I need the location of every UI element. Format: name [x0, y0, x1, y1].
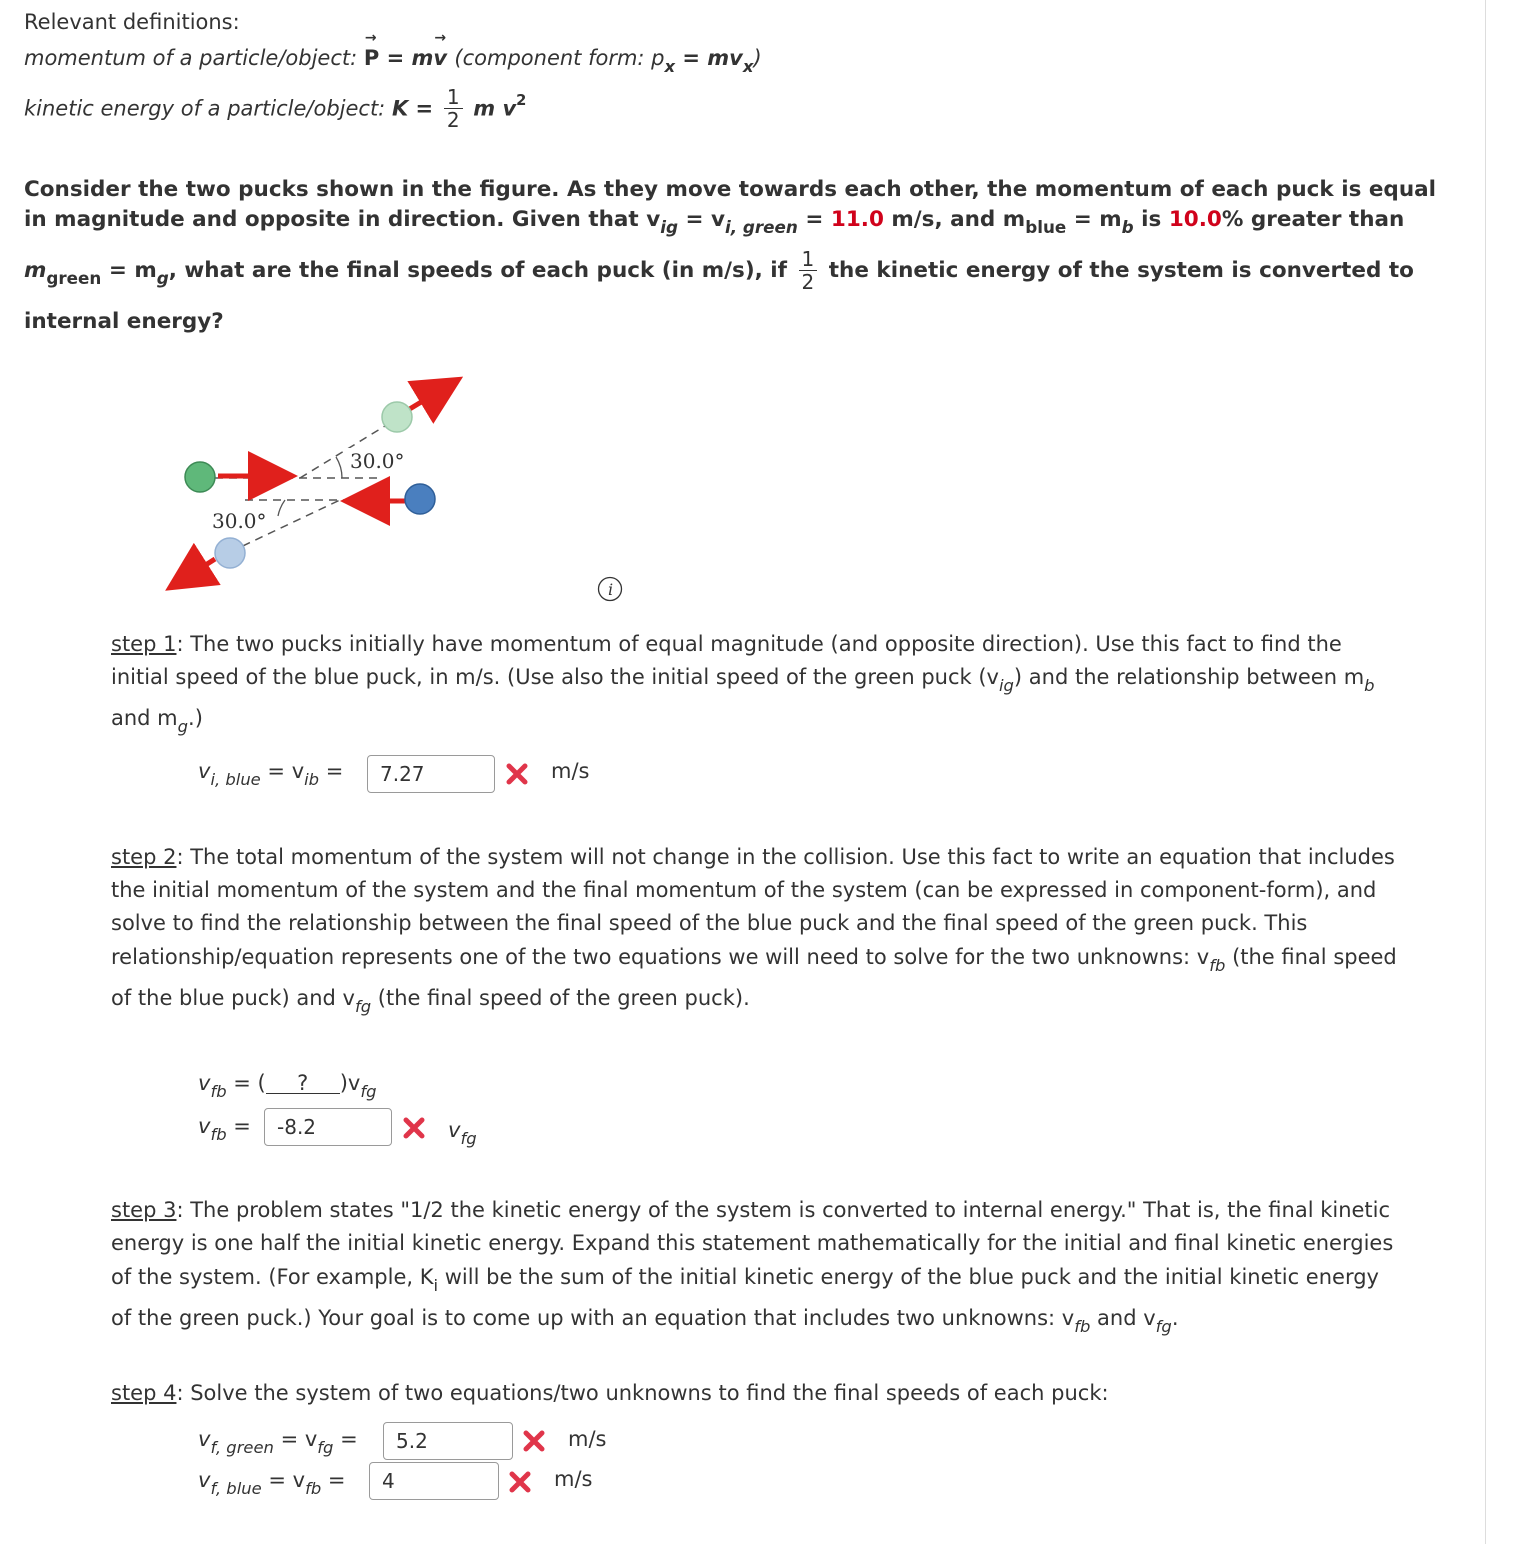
info-icon[interactable] — [597, 576, 623, 602]
step2-rhs: $v_{fg}$ — [448, 1118, 477, 1148]
angle-label-top: 30.0° — [350, 449, 405, 473]
step1-line-1: step 1: The two pucks initially have momentum of equal magnitude (and opposite direction). Use this fact to find the — [111, 632, 1342, 656]
step2-line-5: of the blue puck) and $v_{fg}$ (the final speed of the green puck). — [111, 986, 750, 1016]
step4-green-incorrect-icon — [522, 1429, 546, 1453]
angle-arc-bottom — [278, 500, 285, 516]
step2-incorrect-icon — [402, 1116, 426, 1140]
blue-puck-final — [215, 538, 245, 568]
step4-blue-answer-input[interactable]: 4 — [369, 1462, 499, 1500]
step1-line-3: and $m_g$.) — [111, 706, 203, 736]
blue-final-velocity-arrow — [182, 559, 215, 580]
given-speed: 11.0 — [830, 207, 884, 232]
step3-line-1: step 3: The problem states "1/2 the kinetic energy of the system is converted to internal energy." That is, the final kinetic — [111, 1198, 1391, 1222]
step4-blue-unit: m/s — [554, 1467, 593, 1491]
angle-arc-top — [336, 457, 342, 478]
step2-line-4: relationship/equation represents one of the two equations we will need to solve for the two unknowns: $v_{fb}$ (the final speed — [111, 945, 1397, 975]
step4-link[interactable]: step 4 — [111, 1381, 177, 1405]
angle-label-bottom: 30.0° — [212, 509, 267, 533]
problem-fraction: $\frac{1}{2}$ — [799, 248, 818, 293]
step2-relation-template: $v_{fb}$ = ( ? )$v_{fg}$ — [198, 1071, 377, 1101]
step3-link[interactable]: step 3 — [111, 1198, 177, 1222]
kinetic-energy-definition: kinetic energy of a particle/object: K = $\frac{1}{2}$ m $v^2$ — [24, 85, 527, 132]
ke-label: kinetic energy of a particle/object: — [24, 96, 386, 121]
momentum-label: momentum of a particle/object: — [24, 46, 358, 70]
step4-line-1: step 4: Solve the system of two equations/two unknowns to find the final speeds of each puck: — [111, 1381, 1109, 1405]
step1-line-2: initial speed of the blue puck, in m/s. (Use also the initial speed of the green puck $(v_{ig})$ and the relationship between $m_b$ — [111, 665, 1375, 695]
step4-blue-equation: $v_{f, blue} = v_{fb}$ = — [198, 1468, 346, 1498]
blue-puck-initial — [405, 484, 435, 514]
step1-link[interactable]: step 1 — [111, 632, 177, 656]
svg-text:i: i — [608, 580, 614, 599]
step1-unit: m/s — [551, 759, 590, 783]
step2-line-2: the initial momentum of the system and the final momentum of the system (can be expressed in component-form), and — [111, 878, 1377, 902]
step1-answer-input[interactable]: 7.27 — [367, 755, 495, 793]
problem-line-2: in magnitude and opposite in direction. Given that $v_{ig} = v_{i, green} = 11.0$ m/s, and $m_{blue} = m_b$ is 10.0% greater than — [24, 207, 1405, 238]
problem-line-1: Consider the two pucks shown in the figure. As they move towards each other, the momentum of each puck is equal — [24, 177, 1437, 202]
step3-line-3: of the system. (For example, $K_i$ will be the sum of the initial kinetic energy of the blue puck and the initial kinetic energy — [111, 1265, 1379, 1295]
step3-line-2: energy is one half the initial kinetic energy. Expand this statement mathematically for the initial and final kinetic energies — [111, 1231, 1394, 1255]
step4-green-unit: m/s — [568, 1427, 607, 1451]
step2-blank: ? — [266, 1073, 340, 1094]
step4-blue-incorrect-icon — [508, 1470, 532, 1494]
green-final-velocity-arrow — [408, 387, 446, 410]
collision-figure — [160, 370, 480, 600]
step2-answer-equation: $v_{fb}$ = — [198, 1114, 251, 1144]
step2-line-3: solve to find the relationship between the final speed of the blue puck and the final speed of the green puck. This — [111, 911, 1308, 935]
step1-incorrect-icon — [505, 762, 529, 786]
step4-green-answer-input[interactable]: 5.2 — [383, 1422, 513, 1460]
momentum-definition: momentum of a particle/object: P → = mv → (component form: $p_x = mv_x$) — [24, 30, 762, 76]
step2-answer-input[interactable]: -8.2 — [264, 1108, 392, 1146]
problem-line-3: $m_{green} = m_g$, what are the final speeds of each puck (in m/s), if $\frac{1}{2}$ the kinetic energy of the system is converted to — [24, 247, 1414, 294]
definitions-heading: Relevant definitions: — [24, 10, 240, 34]
step2-link[interactable]: step 2 — [111, 845, 177, 869]
step4-green-equation: $v_{f, green} = v_{fg}$ = — [198, 1427, 358, 1457]
problem-line-4: internal energy? — [24, 309, 224, 334]
ke-fraction: $\frac{1}{2}$ — [444, 86, 463, 131]
right-border — [1485, 0, 1486, 1544]
green-puck-final — [382, 402, 412, 432]
step3-line-4: of the green puck.) Your goal is to come up with an equation that includes two unknowns: $v_{fb}$ and $v_{fg}$. — [111, 1306, 1179, 1336]
step1-equation: $v_{i, blue} = v_{ib}$ = — [198, 759, 344, 789]
given-percent: 10.0 — [1168, 207, 1222, 232]
green-puck-initial — [185, 462, 215, 492]
step2-line-1: step 2: The total momentum of the system will not change in the collision. Use this fact to write an equation that includes — [111, 845, 1395, 869]
